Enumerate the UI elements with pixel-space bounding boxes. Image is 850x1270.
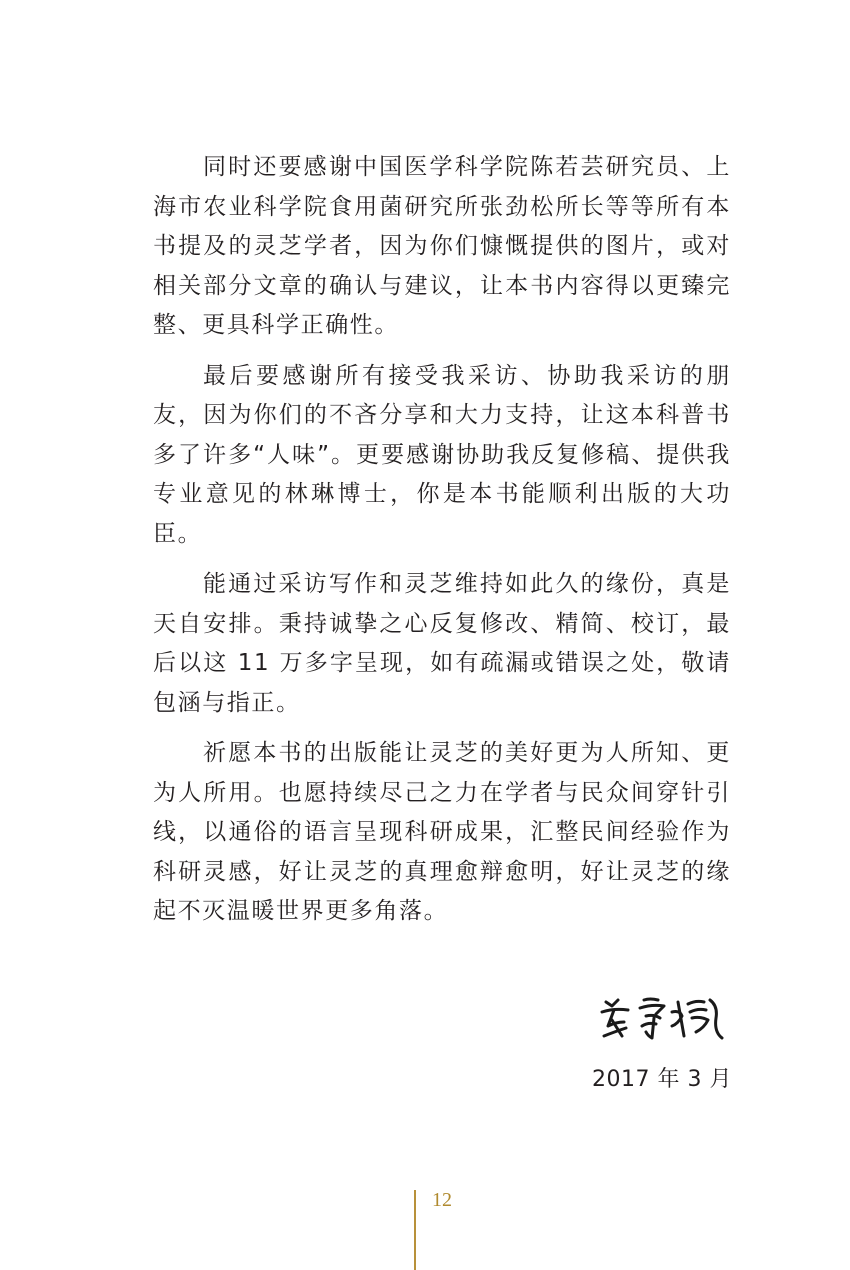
body-text: [153, 148, 731, 943]
paragraph-writing-reflection: 能通过采访写作和灵芝维持如此久的缘份，真是天自安排。秉持诚挚之心反复修改、精简、校订，最后以这 11 万多字呈现，如有疏漏或错误之处，敬请包涵与指正。: [153, 571, 731, 716]
page-number: 12: [432, 1189, 452, 1211]
paragraph-acknowledge-interviewees: 最后要感谢所有接受我采访、协助我采访的朋友，因为你们的不吝分享和大力支持，让这本科普书多了许多“人味”。更要感谢协助我反复修稿、提供我专业意见的林琳博士，你是本书能顺利出版的大功臣。: [153, 362, 731, 547]
footer-divider: [414, 1190, 416, 1270]
date: 2017 年 3 月: [592, 1067, 732, 1092]
paragraph-acknowledge-scholars: 同时还要感谢中国医学科学院陈若芸研究员、上海市农业科学院食用菌研究所张劲松所长等等所有本书提及的灵芝学者，因为你们慷慨提供的图片，或对相关部分文章的确认与建议，让本书内容得以更臻完整、更具科学正确性。: [153, 154, 731, 338]
paragraph-closing-wish: 祈愿本书的出版能让灵芝的美好更为人所知、更为人所用。也愿持续尽己之力在学者与民众间穿针引线，以通俗的语言呈现科研成果，汇整民间经验作为科研灵感，好让灵芝的真理愈辩愈明，好让灵芝的缘起不灭温暖世界更多角落。: [153, 740, 731, 924]
handwritten-signature-icon: [598, 992, 728, 1044]
